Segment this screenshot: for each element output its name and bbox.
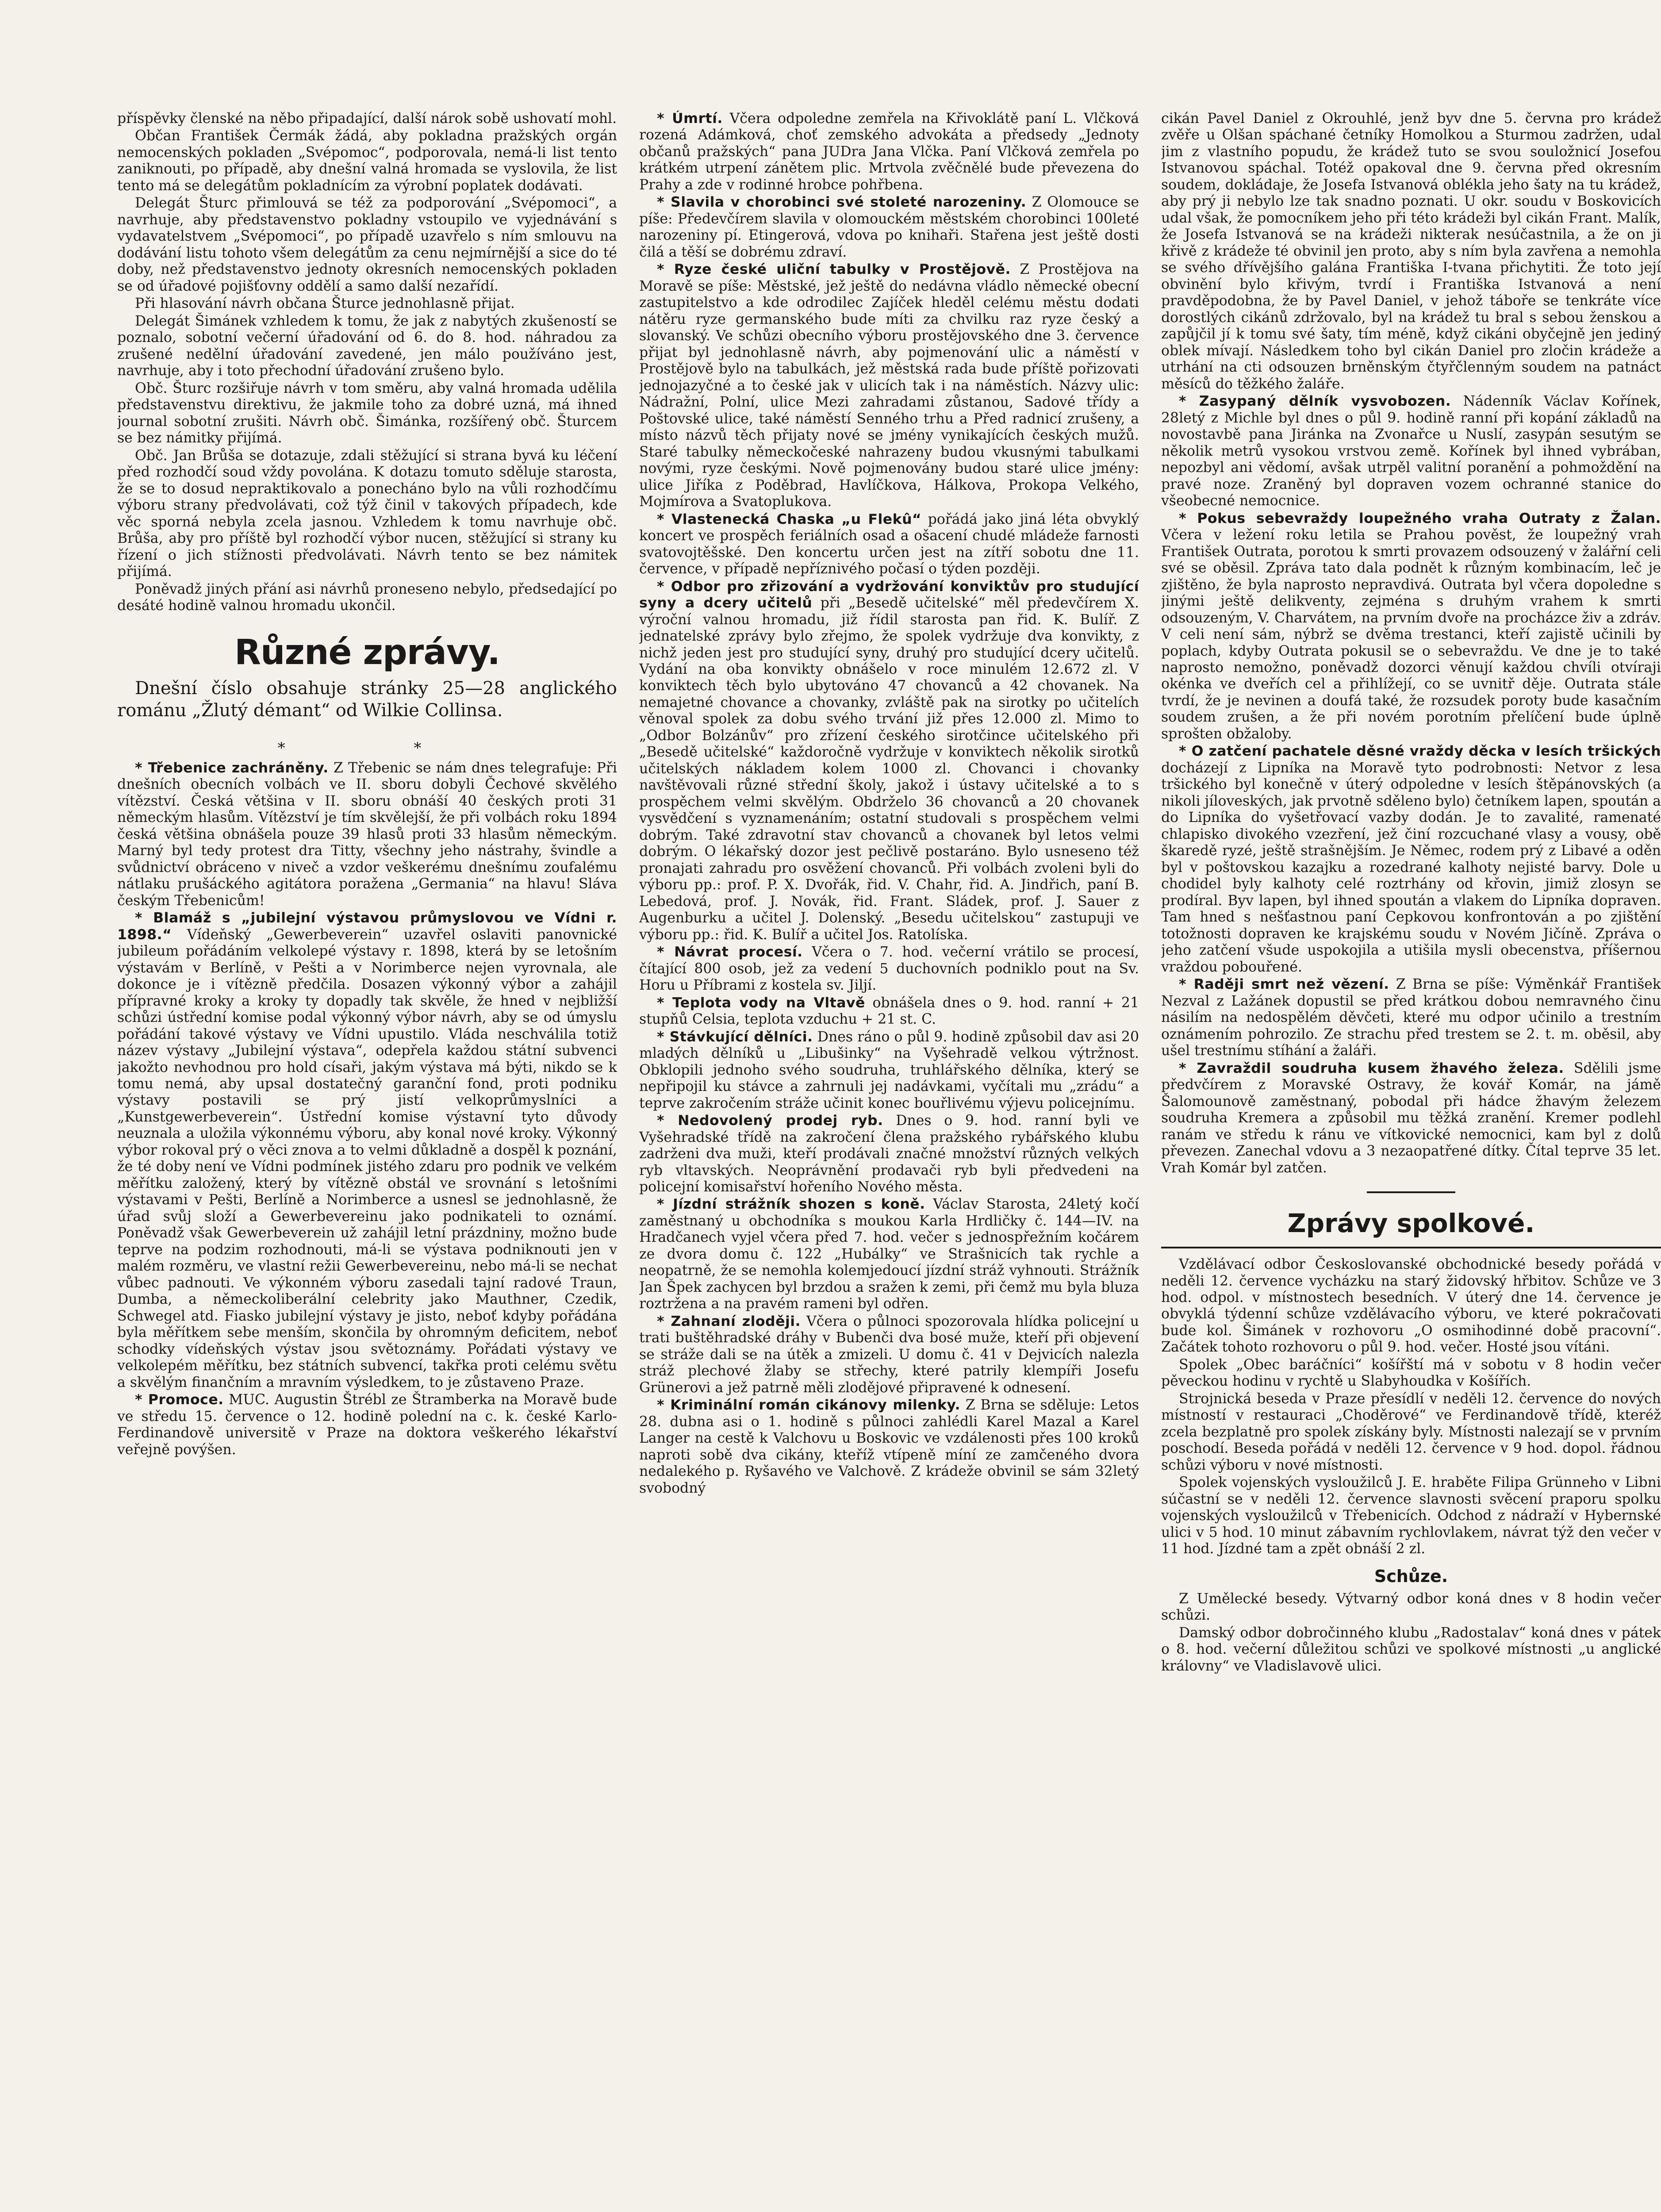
paragraph: Obč. Šturc rozšiřuje návrh v tom směru, aby valná hromada udělila představenstvu direktivu, že jakmile toho za dobré uzná, má ihned journal sobotní zrušiti. Návrh obč. Šimánka, rozšířený obč. Šturcem se bez námitky přijímá.	[117, 380, 617, 446]
separator-stars: * *	[277, 739, 483, 757]
article	[639, 511, 1139, 578]
column-1	[117, 111, 617, 2212]
article-heading: * Třebenice zachráněny.	[135, 760, 329, 776]
article	[117, 1392, 617, 1458]
article	[1161, 511, 1661, 743]
article-body: obnášela dnes o 9. hod. ranní + 21 stupňů Celsia, teplota vzduchu + 21 st. C.	[639, 995, 1139, 1028]
columns	[117, 111, 1661, 2212]
article-heading: * Úmrtí.	[657, 111, 723, 127]
article	[639, 261, 1139, 510]
article	[639, 579, 1139, 944]
divider	[1367, 1191, 1455, 1193]
article-heading: * O zatčení pachatele děsné vraždy děcka v lesích tršických	[1179, 743, 1661, 760]
paragraph: příspěvky členské na něbo připadající, další nárok sobě ushovatí mohl.	[117, 111, 617, 127]
article	[639, 1113, 1139, 1195]
article	[639, 944, 1139, 994]
article	[1161, 393, 1661, 509]
article-heading: * Kriminální román cikánovy milenky.	[657, 1397, 961, 1413]
paragraph: Delegát Šimánek vzhledem k tomu, že jak z nabytých zkušeností se poznalo, sobotní večerní úřadování od 6. do 8. hod. náhradou za zrušené nedělní úřadování zavedené, jen málo používáno jest, navrhuje, aby i toto přechodní úřadování zrušeno bylo.	[117, 313, 617, 379]
article-heading: * Zahnaní zloději.	[657, 1313, 801, 1329]
article-body: Z Třebenic se nám dnes telegrafuje: Při dnešních obecních volbách ve II. sboru dobyli Čechové skvělého vítězství. Česká většina v II. sboru obnáší 40 českých proti 31 německým hlasům. Vítězství je tím skvělejší, že při volbách roku 1894 česká většina obnášela pouze 39 hlasů proti 33 hlasům německým. Marný byl tedy protest dra Titty, všechny jeho nástrahy, švindle a svůdnictví obráceno v niveč a vzdor veškerému dnešnímu zoufalému nátlaku prušáckého agitátora poražena „Germania“ na hlavu! Sláva českým Třebenicům!	[117, 760, 617, 909]
lead-notice: Dnešní číslo obsahuje stránky 25—28 anglického románu „Žlutý démant“ od Wilkie Collinsa.	[117, 678, 617, 721]
article	[639, 995, 1139, 1028]
article-heading: * Odbor pro zřizování a vydržování konviktův pro studující syny a dcery učitelů	[639, 578, 1139, 611]
article-heading: * Zavraždil soudruha kusem žhavého železa.	[1179, 1060, 1564, 1076]
paragraph: Obč. Jan Brůša se dotazuje, zdali stěžující si strana byvá ku léčení před rozhodčí soud vždy povolána. K dotazu tomuto sděluje starosta, že se to dosud nepraktikovalo a ponecháno bylo na vůli rozhodčímu výboru strany předvolávati, což týž činil v takových případech, kde věc sporná nebyla zcela jasnou. Vzhledem k tomu navrhuje obč. Brůša, aby pro příště byl rozhodčí výbor nucen, stěžující si strany ku řízení o jich stížnosti předvolávati. Návrh tento se bez námitek přijímá.	[117, 447, 617, 580]
article-body: Vídeňský „Gewerbeverein“ uzavřel oslaviti panovnické jubileum pořádáním velkolepé výstavy r. 1898, která by se letošním výstavám v Berlíně, v Pešti a v Norimberce nejen vyrovnala, ale dokonce je i vítězně předčila. Dosazen výkonný výbor a zahájil přípravné kroky a kroky ty dopadly tak skvěle, že hned v nejbližší schůzi ústřední komise podal výkonný výbor návrh, aby se od úmyslu pořádání takové výstavy ve Vídni upustilo. Vláda neschválila totiž název výstavy „Jubilejní výstava“, odepřela každou státní subvenci jakožto nevhodnou pro hold císaři, jakým výstava má býti, nikdo se k tomu nemá, aby upsal dostatečný garanční fond, proti podniku výstavy postavili se prý jistí velkoprůmyslníci a „Kunstgewerbeverein“. Ústřední komise výstavní tyto důvody neuznala a uložila výkonnému výboru, aby konal nové kroky. Výkonný výbor rokoval prý o věci znova a to velmi důkladně a dospěl k poznání, že té doby není ve Vídni podmínek jistého zdaru pro podnik ve velkém měřítku založený, který by vítězně obstál ve srovnání s letošními výstavami v Pešti, Berlíně a Norimberce a usnesl se jednohlasně, že úřad svůj složí a Gewerbevereinu jako podnikateli to oznámí. Poněvadž však Gewerbeverein už zahájil letní prázdniny, možno bude teprve na podzim rozhodnouti, má-li se výstava podniknouti jen v malém rozměru, ve vlastní režii Gewerbevereinu, nebo má-li se nechat vůbec padnouti. Ve výkonném výboru zasedali tajní radové Traun, Dumba, a německoliberální celebrity jako Mauthner, Czedik, Schwegel atd. Fiasko jubilejní výstavy je jisto, neboť kdyby pořádána byla měřítkem sebe menším, skončila by ohromným deficitem, neboť schodky vídeňských výstav jsou světoznámy. Pořádati výstavy ve velkolepém měřítku, bez státních subvencí, takřka proti celému světu a skvělým finančním a mravním výsledkem, to je zůstaveno Praze.	[117, 926, 617, 1390]
article-body: docházejí z Lipníka na Moravě tyto podrobnosti: Netvor z lesa tršického byl konečně v úterý odpoledne v lesích štěpánovských (a nikoli jíloveských, jak prvotně sděleno bylo) četníkem lapen, spoután a do Lipníka do vyšetřovací vazby dodán. Je to zavalité, ramenaté chlapisko divokého vzezření, jež činí rozcuchané vlasy a vousy, obě škaredě ryzé, ještě strašnějším. Je Němec, rodem prý z Libavé a oděn byl v poštovskou kazajku a rozedrané kalhoty nejisté barvy. Dole u chodidel byly kalhoty celé roztrhány od křovin, jimiž zlosyn se prodíral. Byv lapen, byl ihned spoután a vlakem do Lipníka dopraven. Tam hned s nešťastnou paní Cepkovou konfrontován a po zjištění totožnosti dopraven ke krajskému soudu v Novém Jičíně. Zpráva o jeho zatčení všude uspokojila a utišila mysli obecenstva, příšernou vraždou pobouřené.	[1161, 760, 1661, 975]
divider	[1161, 1247, 1661, 1248]
article-body: Včera v ležení roku letila se Prahou pověst, že loupežný vrah František Outrata, porotou k smrti provazem odsouzený v žalářní celi své se oběsil. Zpráva tato dala podnět k různým kombinacím, leč je zjištěno, že byla naprosto nepravdivá. Outrata byl včera dopoledne s jinými ještě delikventy, zejména s druhým vrahem k smrti odsouzeným, V. Charvátem, na prvním dvoře na procházce živ a zdráv. V celi není sám, nýbrž se dvěma trestanci, kteří zajistě učinili by poplach, kdyby Outrata pokusil se o sebevraždu. Ve dne je to také naprosto nemožno, poněvadž dozorci věnují každou chvíli otvíraji okénka ve dveřích cel a přihlížejí, co se uvnitř děje. Outrata stále tvrdí, že je nevinen a doufá také, že rozsudek poroty bude kasačním soudem zrušen, a že při novém porotním přelíčení bude úplně sprošten obžaloby.	[1161, 527, 1661, 742]
article-heading: * Slavila v chorobinci své stoleté narozeniny.	[657, 194, 1027, 211]
article-heading: * Raději smrt než vězení.	[1179, 976, 1389, 993]
paragraph: cikán Pavel Daniel z Okrouhlé, jenž byv dne 5. června pro krádež zvěře u Olšan spáchané četníky Homolkou a Sturmou zadržen, udal jim z vlastního popudu, že krádež tuto se svou souložnicí Josefou Istvanovou spáchal. Totéž opakoval dne 9. června před okresním soudem, dokládaje, že Josefa Istvanová oblékla jeho šaty na tu krádež, aby prý ji nebylo lze tak snadno poznati. U okr. soudu v Boskovicích udal však, že pomocníkem jeho při této krádeži byl cikán Frant. Malík, že Josefa Istvanová se na krádeži nikterak nesúčastnila, a že on ji křivě z krádeže té obvinil jen proto, aby s ním byla zavřena a nemohla se svého dřívějšího galána Františka I-tvana přichytiti. Že toto její obvinění bylo křivým, tvrdí i Františka Istvanová a není pravděpodobna, že by Pavel Daniel, v jehož táboře se tenkráte více dorostlých cikánů zdržovalo, byl na krádež tu bral s sebou ženskou a zapůjčil jí k tomu své šaty, tím méně, když cikáni obyčejně jen jediný oblek mívají. Následkem toho byl cikán Daniel pro zločin krádeže a utrhání na cti odsouzen brněnským čtyřčlenným soudem na patnáct měsíců do těžkého žaláře.	[1161, 111, 1661, 392]
article-heading: * Teplota vody na Vltavě	[657, 995, 865, 1011]
article	[1161, 976, 1661, 1059]
article-body: Dnes ráno o půl 9. hodině způsobil dav asi 20 mladých dělníků u „Libušinky“ na Vyšehradě velkou výtržnost. Obklopili jednoho svého soudruha, truhlářského dělníka, který se nepřipojil ku stávce a zahrnuli jej nadávkami, vyčítali mu „zrádu“ a teprve zakročením stráže učinit konec bouřlivému výjevu policejnímu.	[639, 1029, 1139, 1111]
article-body: Z Prostějova na Moravě se píše: Městské, jež ještě do nedávna vládlo německé obecní zastupitelstvo a kde odrodilec Zajíček hleděl celému městu dodati nátěru ryze germanského bude míti za chvilku raz ryze český a slovanský. Ve schůzi obecního výboru prostějovského dne 3. července přijat byl jednohlasně návrh, aby pojmenování ulic a náměstí v Prostějově bylo na tabulkách, jež městská rada bude příště pořizovati jednojazyčné a to české jak v ulicích tak i na náměstích. Názvy ulic: Nádražní, Polní, ulice Mezi zahradami zůstanou, Sadové třídy a Poštovské ulice, také náměstí Senného trhu a Před radnicí zrušeny, a místo názvů těch přijaty nové se jmény vynikajících českých mužů. Staré tabulky německočeské nahrazeny budou vkusnými tabulkami novými, ryze českými. Nově pojmenovány budou staré ulice jmény: ulice Jiříka z Poděbrad, Havlíčkova, Hálkova, Prokopa Velkého, Mojmírova a Svatoplukova.	[639, 261, 1139, 510]
article	[639, 111, 1139, 193]
article-body: Včera odpoledne zemřela na Křivoklátě paní L. Vlčková rozená Adámková, choť zemského advokáta a předsedy „Jednoty občanů pražských“ pana JUDra Jana Vlčka. Paní Vlčková zemřela po krátkém utrpení zánětem plic. Mrtvola zvěčnělé bude převezena do Prahy a zde v rodinné hrobce pohřbena.	[639, 111, 1139, 193]
article-heading: * Promoce.	[135, 1392, 224, 1408]
article-body: Včera o půlnoci spozorovala hlídka policejní u trati buštěhradské dráhy v Bubenči dva bosé muže, kteří při objevení se stráže dali se na útěk a zmizeli. U domu č. 41 v Dejvicích nalezla stráž plechové žlaby se střechy, které patrily klempíři Josefu Grünerovi a jež patrně měli zlodějové připravené k odnesení.	[639, 1313, 1139, 1396]
article	[639, 1029, 1139, 1112]
article-body: pořádá jako jiná léta obvyklý koncert ve prospěch feriálních osad a ošacení chudé mládeže farnosti svatovojtěšské. Den koncertu určen jest na zítří sobotu dne 11. července, v případě nepříznivého počasí o týden později.	[639, 511, 1139, 577]
subheading: Schůze.	[1374, 1566, 1448, 1586]
article	[639, 194, 1139, 261]
column-2	[639, 111, 1139, 2212]
association-notice: Spolek „Obec baráčníci“ košířští má v sobotu v 8 hodin večer pěveckou hodinu v rychtě u Slabyhoudka v Košířích.	[1161, 1356, 1661, 1390]
association-notice: Strojnická beseda v Praze přesídlí v neděli 12. července do nových místností v restauraci „Choděrové“ ve Ferdinandově třídě, kteréž zcela bezplatně pro spolek získány byly. Místnosti nalezají se v prvním poschodí. Beseda pořádá v neděli 12. července v 9 hod. dopol. řádnou schůzi výboru v nové místnosti.	[1161, 1390, 1661, 1473]
article-body: Z Brna se píše: Výměnkář František Nezval z Lažánek dopustil se před krátkou dobou nemravného činu násilím na nedospělém děvčeti, které mu odpor učinilo a trestním oznámením pohrozilo. Ze strachu před trestem se 2. t. m. oběsil, aby ušel trestnímu stíhání a žaláři.	[1161, 976, 1661, 1059]
article-body: Z Brna se sděluje: Letos 28. dubna asi o 1. hodině s půlnoci zahlédli Karel Mazal a Karel Langer na cestě k Valchovu u Boskovic ve vzdálenosti přes 100 kroků naproti sobě dva cikány, kteříž vtípeně míní ze zamčeného dvora nedalekého p. Ryšavého ve Valchově. Z krádeže obvinil se sám 32letý svobodný	[639, 1397, 1139, 1496]
article-body: Dnes o 9. hod. ranní byli ve Vyšehradské třídě na zakročení člena pražského rybářského klubu zadrženi dva muži, kteří prodávali značné množství různých velkých ryb vltavských. Neoprávnění prodavači ryb byli předvedeni na policejní komisařství hořeního Nového města.	[639, 1113, 1139, 1195]
article	[1161, 743, 1661, 975]
article-body: při „Besedě učitelské“ měl předevčírem X. výroční valnou hromadu, již řídil starosta pan řid. K. Bulíř. Z jednatelské zprávy bylo zřejmo, že spolek vydržuje dva konvikty, z nichž jeden jest pro studující syny, druhý pro studující dcery učitelů. Vydání na oba konvikty obnášelo v roce minulém 12.672 zl. V konviktech těch bylo ubytováno 47 chovanců a 42 chovanek. Na nemajetné chovance a chovanky, zvláště pak na sirotky po učitelích věnoval spolek za dobu svého trvání již přes 12.000 zl. Mimo to „Odbor Bolzánův“ pro zřízení českého sirotčince učitelského při „Besedě učitelské“ každoročně vydržuje v konviktech několik sirotků učitelských nákladem kolem 1000 zl. Chovanci i chovanky navštěvovali různé střední školy, jakož i ústavy učitelské a to s prospěchem velmi skvělým. Obdrželo 36 chovanců a 20 chovanek vysvědčení s vyznamenáním; ostatní studovali s prospěchem velmi dobrým. Také zdravotní stav chovanců a chovanek byl letos velmi dobrým. O lékařský dozor jest pečlivě postaráno. Bylo usneseno též pronajati zahradu pro osvěžení chovanců. Při volbách zvoleni byli do výboru pp.: prof. P. X. Dvořák, řid. V. Chahr, řid. A. Jindřich, paní B. Lebedová, prof. J. Novák, řid. Frant. Sládek, prof. J. Sauer z Augenburku a učitel J. Dolenský. „Besedu učitelskou“ zastupuji ve výboru pp.: řid. K. Bulíř a učitel Jos. Ratolíska.	[639, 595, 1139, 943]
article	[117, 760, 617, 909]
association-notice: Damský odbor dobročinného klubu „Radostalav“ koná dnes v pátek o 8. hod. večerní důležitou schůzi ve spolkové místnosti „u anglické královny“ ve Vladislavově ulici.	[1161, 1624, 1661, 1674]
article-body: MUC. Augustin Štrébl ze Štramberka na Moravě bude ve středu 15. července o 12. hodině polední na c. k. české Karlo-Ferdinandově universitě v Praze na doktora veškerého lékařství veřejně povýšen.	[117, 1392, 617, 1458]
article-heading: * Blamáž s „jubilejní výstavou průmyslovou ve Vídni r. 1898.“	[117, 910, 617, 943]
article-heading: * Jízdní strážník shozen s koně.	[657, 1196, 925, 1213]
paragraph: Při hlasování návrh občana Šturce jednohlasně přijat.	[135, 296, 515, 312]
article	[639, 1397, 1139, 1497]
article-body: Z Olomouce se píše: Předevčírem slavila v olomouckém městském chorobinci 100leté narozeniny pí. Etingerová, vdova po knihaři. Stařena jest ještě dosti čilá a těší se dobrému zdraví.	[639, 194, 1139, 260]
paragraph: Poněvadž jiných přání asi návrhů proneseno nebylo, předsedající po desáté hodině valnou hromadu ukončil.	[117, 581, 617, 614]
association-notice: Spolek vojenských vysloužilců J. E. hraběte Filipa Grünneho v Libni súčastní se v neděli 12. července slavnosti svěcení praporu spolku vojenských vysloužilců v Třebenicích. Odchod z nádraží v Hybernské ulici v 5 hod. 10 minut zábavním rychlovlakem, návrat týž den večer v 11 hod. Jízdné tam a zpět obnáší 2 zl.	[1161, 1475, 1661, 1557]
section-heading: Různé zprávy.	[234, 632, 500, 672]
article-heading: * Návrat procesí.	[657, 944, 803, 960]
article-body: Sdělili jsme předvčírem z Moravské Ostravy, že kovář Komár, na jámě Šalomounově zaměstnaný, pobodal při hádce žhavým železem soudruha Kremera a způsobil mu těžká zranění. Kremer podlehl ranám ve středu k ránu ve vítkovické nemocnici, kam byl z dolů převezen. Zanechal vdovu a 3 nezaopatřené dítky. Čítal teprve 35 let. Vrah Komár byl zatčen.	[1161, 1060, 1661, 1176]
article	[1161, 1060, 1661, 1176]
association-notice: Vzdělávací odbor Českoslovanské obchodnické besedy pořádá v neděli 12. července vycházku na starý židovský hřbitov. Schůze ve 3 hod. odpol. v místnostech besedních. V úterý dne 14. července je obvyklá týdenní schůze vzdělávacího výboru, ve které pokračovati bude kol. Šimánek v rozhovoru „O osmihodinné době pracovní“. Začátek tohoto rozhovoru o půl 9. hod. večer. Hosté jsou vítáni.	[1161, 1256, 1661, 1356]
paragraph: Občan František Čermák žádá, aby pokladna pražských orgán nemocenských pokladen „Svépomoc“, podporovala, nemá-li list tento zaniknouti, po případě, aby dnešní valná hromada se vyslovila, že list tento má se delegátům pokladnícím za výrobní poplatek dodávati.	[117, 128, 617, 194]
article-body: Včera o 7. hod. večerní vrátilo se procesí, čítající 800 osob, jež za vedení 5 duchovních podniklo pout na Sv. Horu u Příbrami z kostela sv. Jiljí.	[639, 944, 1139, 994]
article-heading: * Vlastenecká Chaska „u Flekû“	[657, 511, 922, 527]
article-heading: * Ryze české uliční tabulky v Prostějově.	[657, 261, 1011, 278]
column-3	[1161, 111, 1661, 2212]
article	[639, 1196, 1139, 1312]
article-body: Nádenník Václav Kořínek, 28letý z Michle byl dnes o půl 9. hodině ranní při kopání základů na novostavbě pana Jiránka na Zvonařce u Nuslí, zasypán sesutým se několik metrů vysokou vrstvou země. Kořínek byl ihned vybrában, nepozbyl ani vědomí, avšak utrpěl valitní poranění a pohmoždění na pravé noze. Zraněný byl dopraven vozem ochranné stanice do všeobecné nemocnice.	[1161, 393, 1661, 509]
article	[117, 910, 617, 1391]
article-heading: * Zasypaný dělník vysvobozen.	[1179, 393, 1451, 410]
article-body: Václav Starosta, 24letý kočí zaměstnaný u obchodníka s moukou Karla Hrdličky č. 144—IV. na Hradčanech vyjel včera před 7. hod. večer s jednospřežním kočárem ze dvora domu č. 122 „Hubálky“ ve Strašnicích tak rychle a neopatrně, že se nemohla kolemjedoucí jízdní stráž vyhnouti. Strážník Jan Špek zachycen byl brzdou a sražen k zemi, při čemž mu byla bluza roztržena a na pravém rameni byl odřen.	[639, 1196, 1139, 1312]
article-heading: * Pokus sebevraždy loupežného vraha Outraty z Žalan.	[1179, 510, 1661, 526]
paragraph: Delegát Šturc přimlouvá se též za podporování „Svépomoci“, a navrhuje, aby představenstvo pokladny vstoupilo ve vyjednávání s vydavatelstvem „Svépomoci“, po případě uzavřelo s ním smlouvu na dodávání listu tohoto všem delegátům za cenu nejmírnější a sice do té doby, než představenstvo jednoty okresních nemocenských pokladen se od úřadové pojišťovny oddělí a samo další nezařídí.	[117, 195, 617, 294]
article-heading: * Nedovolený prodej ryb.	[657, 1113, 883, 1129]
article	[639, 1313, 1139, 1396]
article-heading: * Stávkující dělníci.	[657, 1029, 813, 1045]
section-heading: Zprávy spolkové.	[1287, 1208, 1535, 1238]
association-notice: Z Umělecké besedy. Výtvarný odbor koná dnes v 8 hodin večer schůzi.	[1161, 1590, 1661, 1624]
